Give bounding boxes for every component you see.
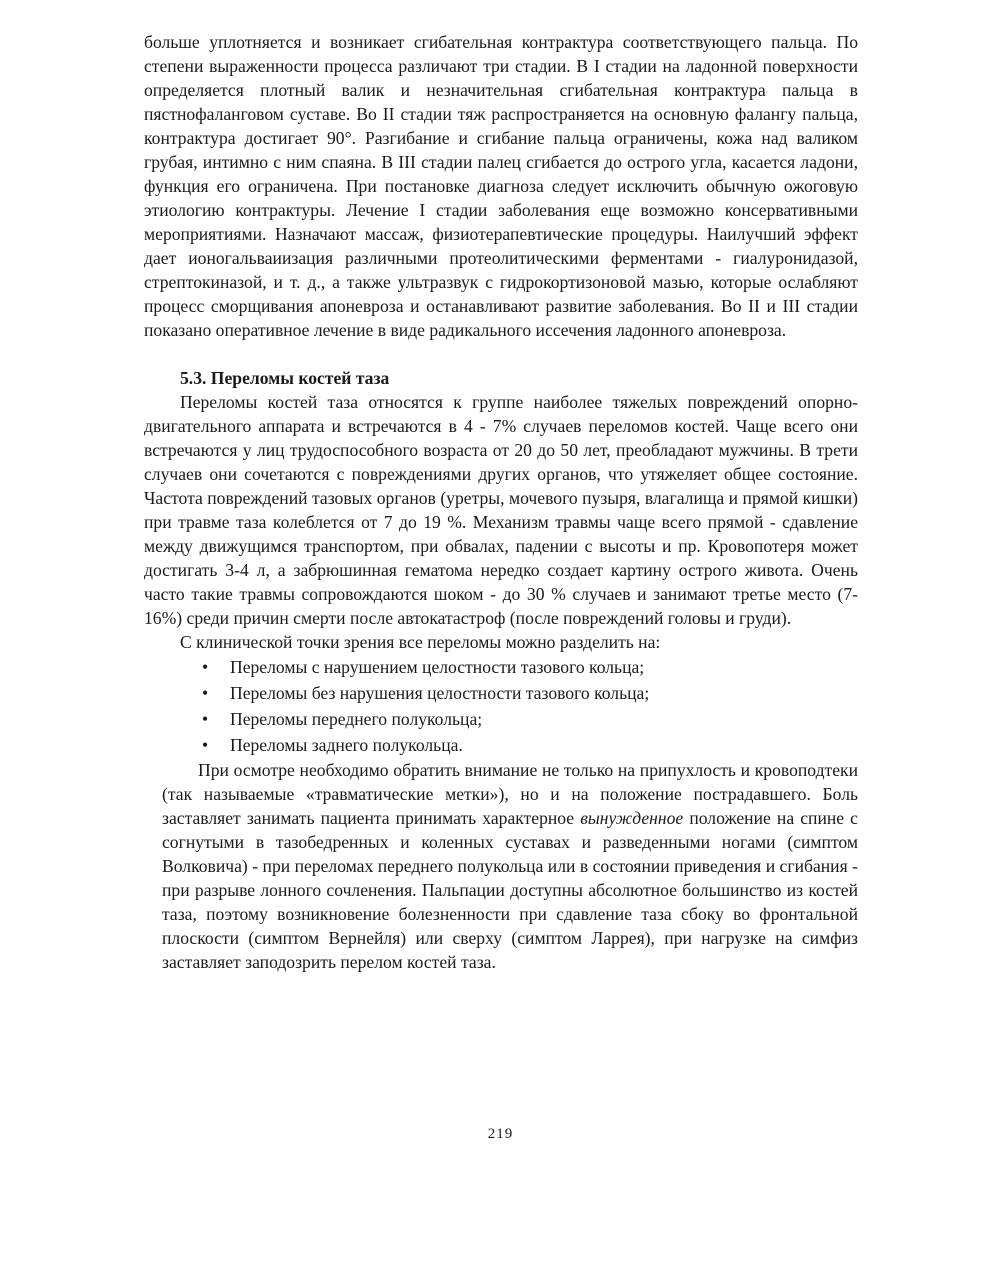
section-heading: 5.3. Переломы костей таза (180, 368, 390, 388)
bullet-icon: • (202, 683, 209, 703)
page-body (144, 30, 858, 974)
list-item-text: Переломы без нарушения целостности тазового кольца; (230, 683, 650, 703)
classification-list (144, 654, 858, 758)
page-number: 219 (487, 1126, 514, 1142)
paragraph-continuation: больше уплотняется и возникает сгибательная контрактура соответствующего пальца. По степени выраженности процесса различают три стадии. В I стадии на ладонной поверхности определяется плотный валик и незначительная сгибательная контрактура пальца в пястнофаланговом суставе. Во II стадии тяж распространяется на основную фалангу пальца, контрактура достигает 90°. Разгибание и сгибание пальца ограничены, кожа над валиком грубая, интимно с ним спаяна. В III стадии палец сгибается до острого угла, касается ладони, функция его ограничена. При постановке диагноза следует исключить обычную ожоговую этиологию контрактуры. Лечение I стадии заболевания еще возможно консервативными мероприятиями. Назначают массаж, физиотерапевтические процедуры. Наилучший эффект дает ионогальваиизация различными протеолитическими ферментами - гиалуронидазой, стрептокиназой, и т. д., а также ультразвук с гидрокортизоновой мазью, которые ослабляют процесс сморщивания апоневроза и останавливают развитие заболевания. Во II и III стадии показано оперативное лечение в виде радикального иссечения ладонного апоневроза. (144, 32, 858, 340)
list-item (202, 706, 858, 732)
list-item-text: Переломы заднего полукольца. (230, 735, 463, 755)
paragraph-examination (144, 758, 858, 974)
examination-text-end: положение на спине с согнутыми в тазобедренных и коленных суставах и разведенными ногами (симптом Волковича) - при переломах переднего полукольца или в состоянии приведения и сгибания - при разрыве лонного сочленения. Пальпации доступны абсолютное большинство из костей таза, поэтому возникновение болезненности при сдавление таза сбоку во фронтальной плоскости (симптом Вернейля) или сверху (симптом Ларрея), при нагрузке на симфиз заставляет заподозрить перелом костей таза. (162, 808, 858, 972)
examination-italic-term: вынужденное (580, 808, 684, 828)
bullet-icon: • (202, 709, 209, 729)
list-item (202, 680, 858, 706)
examination-text-start: При осмотре необходимо обратить внимание не только на припухлость и кровоподтеки (так называемые «травматические метки»), но и на положение пострадавшего. Боль заставляет занимать пациента принимать характерное (162, 760, 858, 828)
list-item-text: Переломы с нарушением целостности тазового кольца; (230, 657, 645, 677)
list-item (202, 654, 858, 680)
list-item-text: Переломы переднего полукольца; (230, 709, 483, 729)
classification-intro: С клинической точки зрения все переломы можно разделить на: (180, 632, 661, 652)
list-item (202, 732, 858, 758)
paragraph-pelvic-fractures-intro: Переломы костей таза относятся к группе наиболее тяжелых повреждений опорно-двигательного аппарата и встречаются в 4 - 7% случаев переломов костей. Чаще всего они встречаются у лиц трудоспособного возраста от 20 до 50 лет, преобладают мужчины. В трети случаев они сочетаются с повреждениями других органов, что утяжеляет общее состояние. Частота повреждений тазовых органов (уретры, мочевого пузыря, влагалища и прямой кишки) при травме таза колеблется от 7 до 19 %. Механизм травмы чаще всего прямой - сдавление между движущимся транспортом, при обвалах, падении с высоты и пр. Кровопотеря может достигать 3-4 л, а забрюшинная гематома нередко создает картину острого живота. Очень часто такие травмы сопровождаются шоком - до 30 % случаев и занимают третье место (7-16%) среди причин смерти после автокатастроф (после повреждений головы и груди). (144, 392, 858, 628)
bullet-icon: • (202, 657, 209, 677)
bullet-icon: • (202, 735, 209, 755)
